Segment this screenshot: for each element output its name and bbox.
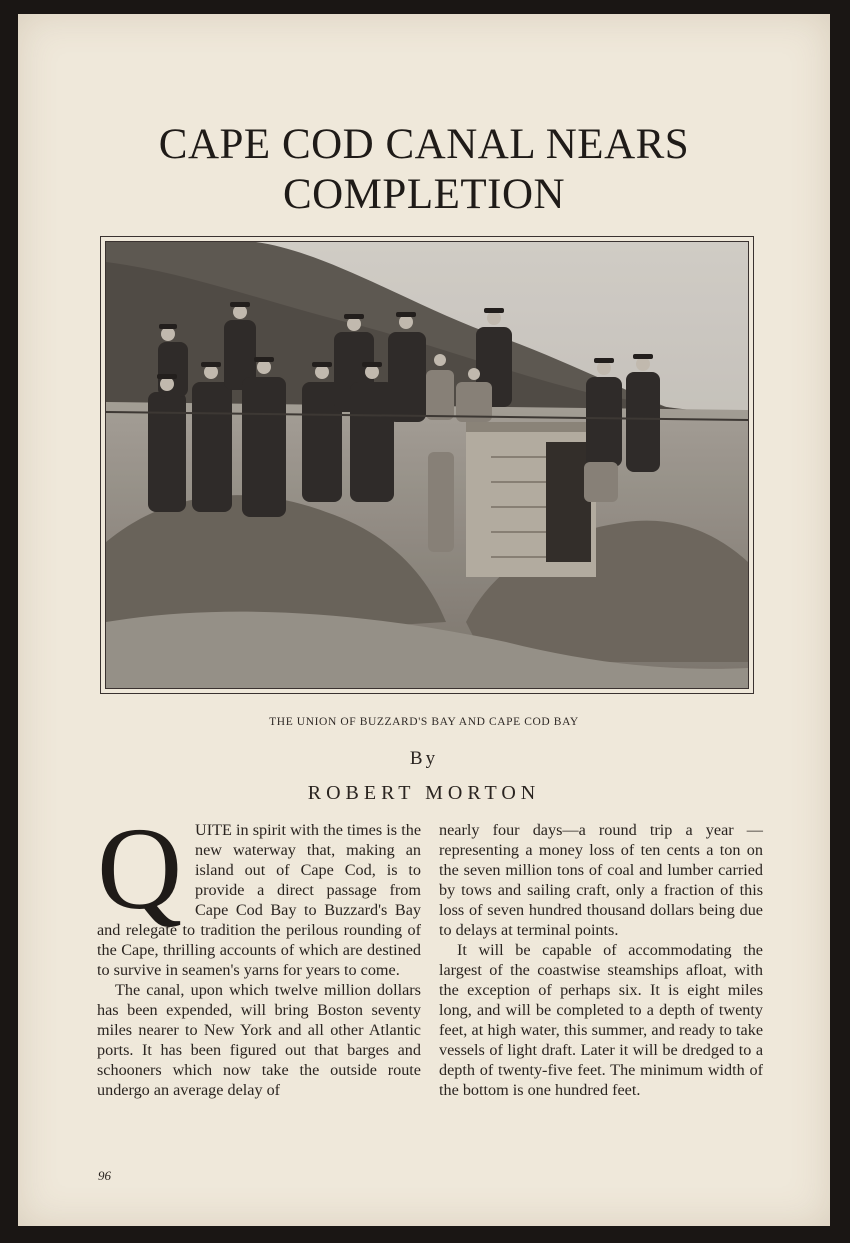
article-title-line-2: COMPLETION [282, 171, 566, 218]
article-title-line-1: CAPE COD CANAL NEARS [158, 121, 690, 168]
paragraph: UITE in spirit with the times is the new waterway that, making an island out of Cape Cod, is to provide a direct passage from Cape Cod Bay to Buzzard's Bay and relegate to tradition the perilous rounding of the Cape, thrilling accounts of which are destined to survive in seamen's yarns for years to come. [97, 821, 421, 979]
page-number: 96 [98, 1168, 111, 1183]
photo-caption: THE UNION OF BUZZARD'S BAY AND CAPE COD BAY [269, 716, 579, 728]
paragraph: The canal, upon which twelve million dollars has been expended, will bring Boston seventy miles nearer to New York and all other Atlantic ports. It has been figured out that barges and schooners which now take the outside route undergo an average delay of [97, 981, 421, 1099]
byline-by: By [409, 748, 439, 769]
article-column-left [97, 803, 421, 1100]
paragraph: It will be capable of accommodating the largest of the coastwise steamships afloat, with the exception of perhaps six. It is eight miles long, and will be completed to a depth of twenty feet, at high water, this summer, and ready to take vessels of light draft. Later it will be dredged to a depth of twenty-five feet. The minimum width of the bottom is one hundred feet. [439, 941, 763, 1099]
canal-photograph [105, 241, 749, 689]
photo-illustration [106, 242, 748, 688]
photo-frame [100, 236, 754, 694]
magazine-page [18, 14, 830, 1226]
author-name: ROBERT MORTON [307, 782, 541, 804]
drop-cap: Q [97, 803, 183, 934]
paragraph: nearly four days—a round trip a year —representing a money loss of ten cents a ton on the seven million tons of coal and lumber carried by tows and sailing craft, only a fraction of this loss of seven hundred thousand dollars being due to delays at terminal points. [439, 821, 763, 939]
article-column-right [439, 820, 763, 1100]
